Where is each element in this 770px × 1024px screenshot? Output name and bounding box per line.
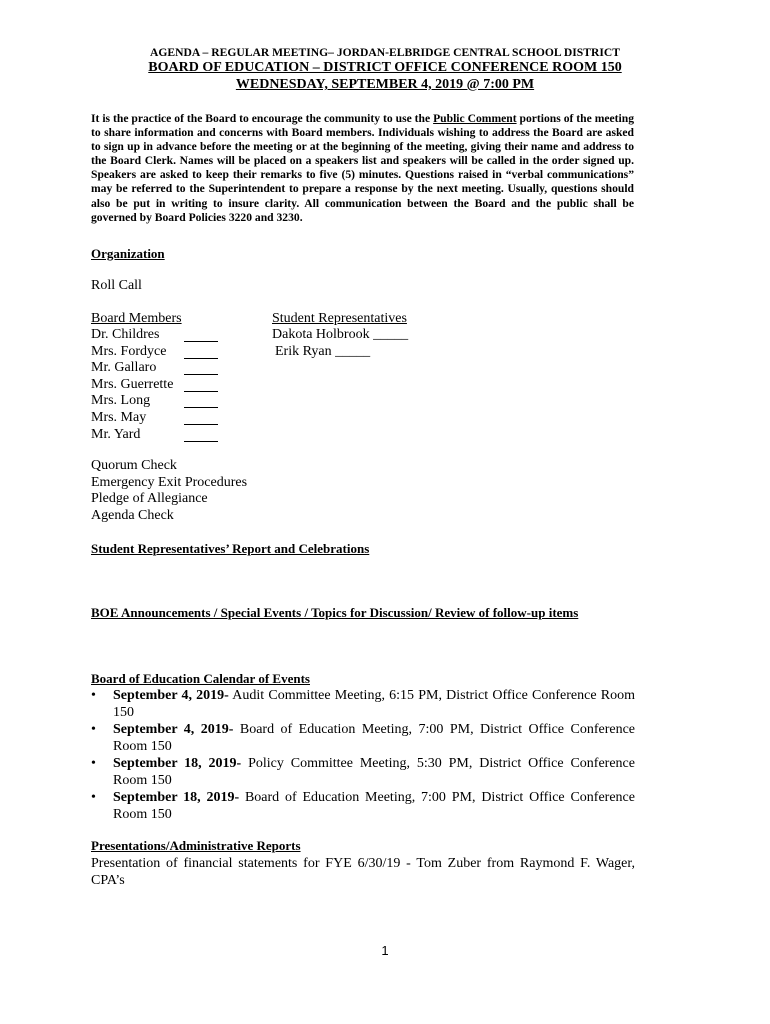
organization-heading: Organization bbox=[91, 246, 165, 261]
bullet-icon: • bbox=[91, 790, 96, 805]
board-member-name: Mrs. Long bbox=[91, 393, 151, 409]
intro-text-2: portions of the meeting to share information and concerns with Board members. Individuals wishing to address the Board are asked to sign up in advance before the meeting or at the beginning of the meeting, giving their name and address to the Board Clerk. Names will be placed on a speakers list and speakers will be called in the order signed up. Speakers are asked to keep their remarks to five (5) minutes. Questions raised in “verbal communications” may be referred to the Superintendent to prepare a response by the next meeting. Usually, questions should also be put in writing to insure clarity. All communication between the Board and the public shall be governed by Board Policies 3220 and 3230. bbox=[91, 112, 634, 224]
student-report-heading: Student Representatives’ Report and Celebrations bbox=[91, 541, 370, 556]
presentation-item: Presentation of financial statements for FYE 6/30/19 - Tom Zuber from Raymond F. Wager, CPA’s bbox=[91, 856, 635, 888]
calendar-events-list bbox=[91, 687, 635, 823]
attendance-blank bbox=[184, 377, 218, 392]
attendance-blank bbox=[184, 360, 218, 375]
student-rep-1: Dakota Holbrook _____ bbox=[272, 327, 409, 342]
board-member-name: Dr. Childres bbox=[91, 327, 160, 342]
page-number: 1 bbox=[381, 943, 389, 958]
calendar-heading: Board of Education Calendar of Events bbox=[91, 671, 310, 686]
board-member-name: Mrs. Guerrette bbox=[91, 376, 174, 392]
agenda-check: Agenda Check bbox=[91, 508, 174, 523]
attendance-blank bbox=[184, 393, 218, 408]
board-member-name: Mrs. Fordyce bbox=[91, 343, 167, 359]
calendar-event bbox=[91, 721, 635, 755]
roll-call: Roll Call bbox=[91, 278, 142, 293]
event-text: Audit Committee Meeting, 6:15 PM, District Office Conference Room 150 bbox=[113, 688, 635, 720]
attendance-blank bbox=[184, 344, 218, 359]
board-member-name: Mrs. May bbox=[91, 410, 147, 425]
calendar-event bbox=[91, 755, 635, 789]
event-date: September 18, 2019- bbox=[113, 756, 242, 771]
bullet-icon: • bbox=[91, 756, 96, 771]
agenda-header-board: BOARD OF EDUCATION – DISTRICT OFFICE CONFERENCE ROOM 150 bbox=[148, 60, 622, 75]
event-date: September 4, 2019- bbox=[113, 722, 234, 737]
attendance-blank bbox=[184, 427, 218, 442]
public-comment-term: Public Comment bbox=[433, 112, 517, 125]
agenda-header-date: WEDNESDAY, SEPTEMBER 4, 2019 @ 7:00 PM bbox=[235, 77, 535, 92]
announcements-heading: BOE Announcements / Special Events / Topics for Discussion/ Review of follow-up items bbox=[91, 605, 579, 620]
event-text: Policy Committee Meeting, 5:30 PM, District Office Conference Room 150 bbox=[113, 756, 635, 788]
event-text: Board of Education Meeting, 7:00 PM, District Office Conference Room 150 bbox=[113, 790, 635, 822]
bullet-icon: • bbox=[91, 722, 96, 737]
event-text: Board of Education Meeting, 7:00 PM, District Office Conference Room 150 bbox=[113, 722, 635, 754]
quorum-check: Quorum Check bbox=[91, 458, 177, 473]
presentations-heading: Presentations/Administrative Reports bbox=[91, 838, 301, 853]
pledge-of-allegiance: Pledge of Allegiance bbox=[91, 491, 208, 506]
student-rep-2: Erik Ryan _____ bbox=[275, 344, 371, 359]
board-member-name: Mr. Gallaro bbox=[91, 360, 157, 376]
board-members-heading: Board Members bbox=[91, 311, 182, 326]
calendar-event bbox=[91, 687, 635, 721]
public-comment-policy bbox=[91, 112, 634, 225]
agenda-header-district: AGENDA – REGULAR MEETING– JORDAN-ELBRIDGE CENTRAL SCHOOL DISTRICT bbox=[150, 46, 620, 59]
student-representatives-heading: Student Representatives bbox=[272, 311, 407, 326]
attendance-blank bbox=[184, 327, 218, 342]
intro-text-1: It is the practice of the Board to encourage the community to use the bbox=[91, 112, 434, 125]
event-date: September 18, 2019- bbox=[113, 790, 240, 805]
bullet-icon: • bbox=[91, 688, 96, 703]
calendar-event bbox=[91, 789, 635, 823]
board-member-name: Mr. Yard bbox=[91, 426, 141, 442]
event-date: September 4, 2019- bbox=[113, 688, 229, 703]
attendance-blank bbox=[184, 410, 218, 425]
emergency-exit-procedures: Emergency Exit Procedures bbox=[91, 475, 248, 490]
